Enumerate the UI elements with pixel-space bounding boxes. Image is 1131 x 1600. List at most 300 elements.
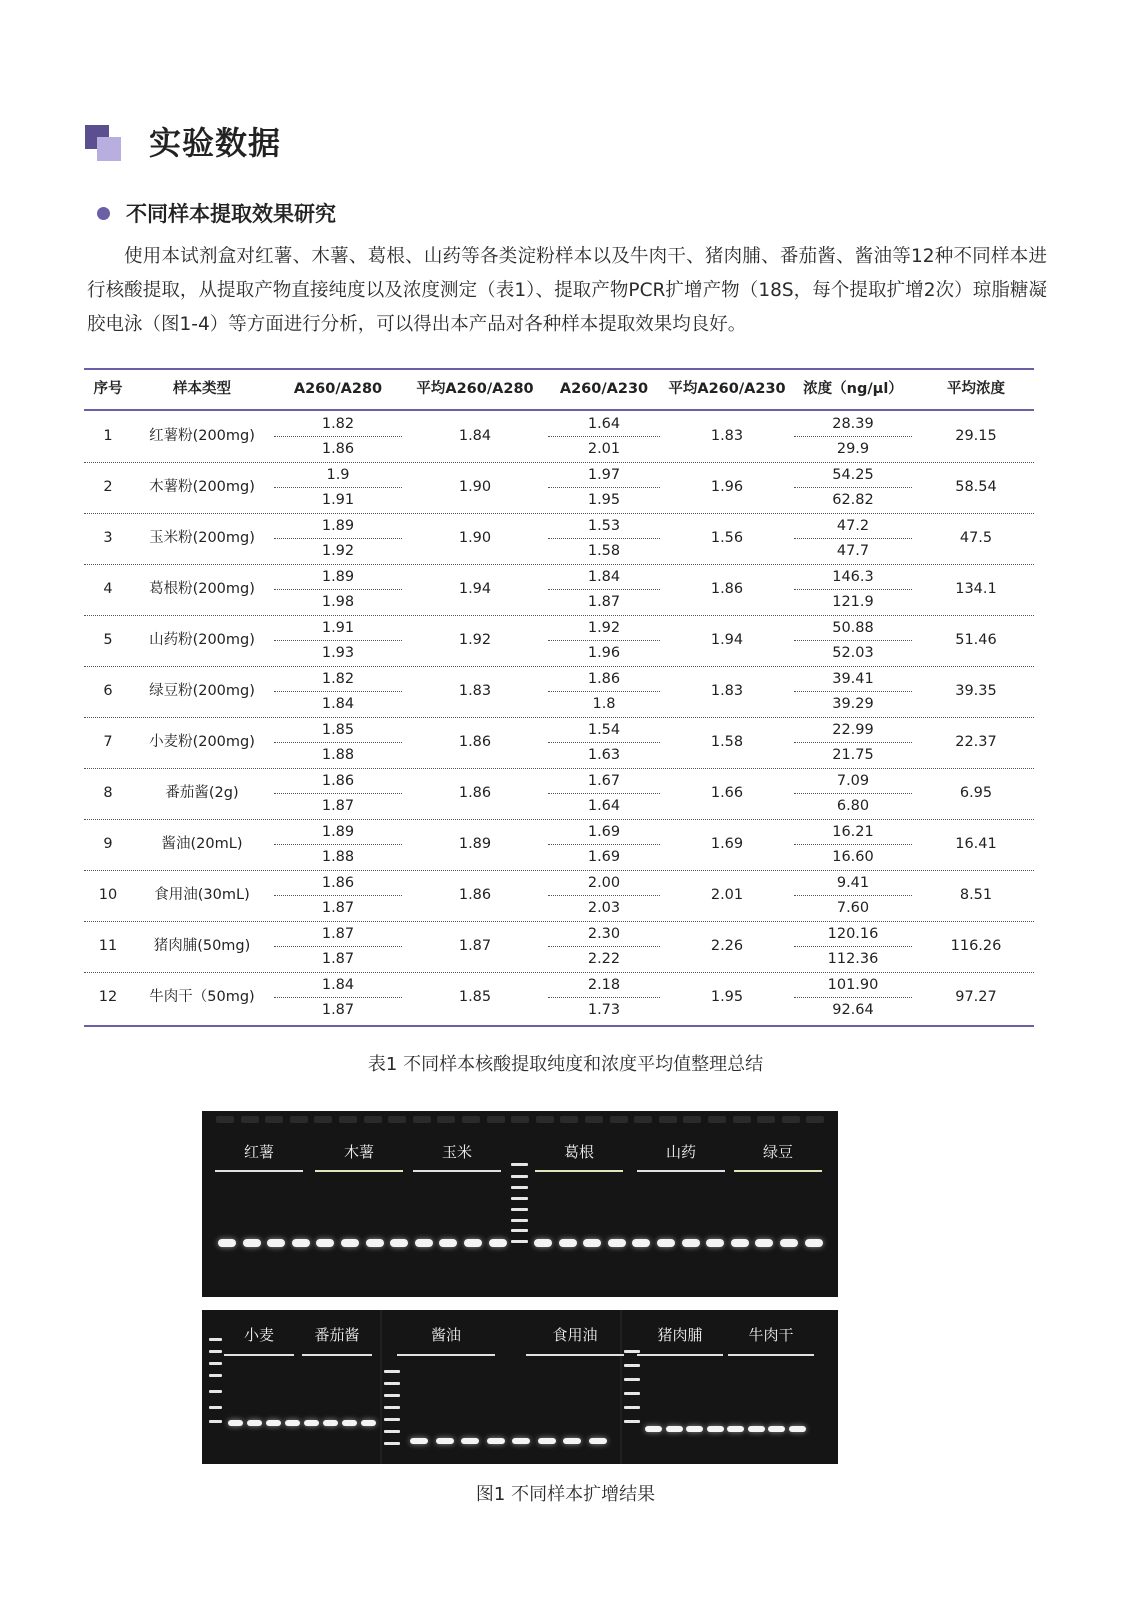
ladder-band: [624, 1378, 640, 1381]
a260-a280-value: 1.89: [321, 518, 355, 534]
gel-well: [290, 1116, 308, 1123]
gel-well: [364, 1116, 382, 1123]
concentration-value: 9.41: [836, 875, 870, 891]
replicate-divider: [274, 436, 402, 437]
table-row: [84, 666, 1034, 717]
dna-band: [228, 1420, 243, 1426]
table-header: [84, 370, 1034, 409]
gel-lane-label: 番茄酱: [314, 1326, 360, 1344]
gel-well: [511, 1116, 529, 1123]
concentration-value: 54.25: [832, 467, 874, 483]
replicate-divider: [548, 640, 660, 641]
replicate-divider: [548, 997, 660, 998]
row-number: 12: [98, 989, 118, 1005]
replicate-divider: [548, 538, 660, 539]
table-row: [84, 870, 1034, 921]
gel-label-underline: [413, 1170, 501, 1172]
ladder-band: [511, 1197, 528, 1200]
replicate-divider: [794, 997, 912, 998]
avg-a260-a280: 1.86: [458, 887, 492, 903]
avg-a260-a230: 1.83: [710, 683, 744, 699]
avg-a260-a280: 1.87: [458, 938, 492, 954]
gel-lane-label: 红薯: [243, 1143, 274, 1161]
avg-a260-a230: 1.96: [710, 479, 744, 495]
dna-band: [657, 1239, 675, 1247]
replicate-divider: [794, 844, 912, 845]
a260-a280-value: 1.93: [321, 645, 355, 661]
a260-a230-value: 1.73: [587, 1002, 621, 1018]
avg-a260-a280: 1.86: [458, 734, 492, 750]
gel-label-underline: [224, 1354, 294, 1356]
ladder-band: [384, 1430, 400, 1433]
replicate-divider: [794, 487, 912, 488]
gel-well: [265, 1116, 283, 1123]
a260-a280-value: 1.98: [321, 594, 355, 610]
avg-a260-a280: 1.94: [458, 581, 492, 597]
avg-a260-a280: 1.83: [458, 683, 492, 699]
a260-a230-value: 1.84: [587, 569, 621, 585]
a260-a280-value: 1.84: [321, 696, 355, 712]
avg-concentration: 8.51: [959, 887, 993, 903]
avg-concentration: 16.41: [955, 836, 997, 852]
table-header-cell: 平均A260/A230: [668, 381, 786, 397]
row-number: 10: [98, 887, 118, 903]
a260-a280-value: 1.85: [321, 722, 355, 738]
gel-well: [708, 1116, 726, 1123]
concentration-value: 28.39: [832, 416, 874, 432]
dna-band: [512, 1438, 530, 1444]
a260-a280-value: 1.91: [321, 620, 355, 636]
dna-band: [292, 1239, 310, 1247]
a260-a230-value: 1.92: [587, 620, 621, 636]
avg-concentration: 29.15: [955, 428, 997, 444]
ladder-band: [209, 1420, 222, 1423]
gel-label-underline: [637, 1354, 723, 1356]
ladder-band: [209, 1350, 222, 1353]
replicate-divider: [274, 793, 402, 794]
replicate-divider: [548, 844, 660, 845]
a260-a230-value: 1.95: [587, 492, 621, 508]
ladder-band: [209, 1362, 222, 1365]
dna-band: [789, 1426, 806, 1432]
dna-band: [410, 1438, 428, 1444]
row-number: 11: [98, 938, 118, 954]
subsection-title: 不同样本提取效果研究: [126, 202, 336, 226]
avg-a260-a230: 1.83: [710, 428, 744, 444]
avg-a260-a230: 2.01: [710, 887, 744, 903]
concentration-value: 101.90: [827, 977, 879, 993]
purple-squares-icon: [85, 125, 121, 161]
ladder-band: [624, 1392, 640, 1395]
dna-band: [323, 1420, 338, 1426]
replicate-divider: [794, 793, 912, 794]
ladder-band: [384, 1382, 400, 1385]
ladder-band: [511, 1175, 528, 1178]
ladder-band: [209, 1406, 222, 1409]
table-row: [84, 972, 1034, 1023]
dna-band: [304, 1420, 319, 1426]
replicate-divider: [274, 997, 402, 998]
table-row: [84, 615, 1034, 666]
a260-a280-value: 1.92: [321, 543, 355, 559]
dna-band: [218, 1239, 236, 1247]
concentration-value: 120.16: [827, 926, 879, 942]
a260-a280-value: 1.88: [321, 747, 355, 763]
concentration-value: 121.9: [832, 594, 874, 610]
a260-a280-value: 1.86: [321, 773, 355, 789]
gel-label-underline: [397, 1354, 495, 1356]
avg-a260-a280: 1.84: [458, 428, 492, 444]
row-number: 9: [103, 836, 113, 852]
row-number: 6: [103, 683, 113, 699]
sample-type: 葛根粉(200mg): [149, 581, 255, 597]
dna-band: [755, 1239, 773, 1247]
gel-lane-label: 绿豆: [762, 1143, 793, 1161]
avg-a260-a230: 1.58: [710, 734, 744, 750]
gel-label-underline: [302, 1354, 372, 1356]
table-header-cell: 浓度（ng/μl）: [803, 381, 903, 397]
sample-type: 酱油(20mL): [161, 836, 243, 852]
gel-well: [314, 1116, 332, 1123]
table-row: [84, 717, 1034, 768]
replicate-divider: [548, 895, 660, 896]
table-header-cell: A260/A280: [293, 381, 383, 397]
replicate-divider: [548, 487, 660, 488]
avg-a260-a280: 1.86: [458, 785, 492, 801]
a260-a280-value: 1.87: [321, 1002, 355, 1018]
dna-band: [731, 1239, 749, 1247]
row-number: 8: [103, 785, 113, 801]
dna-band: [464, 1239, 482, 1247]
dna-band: [583, 1239, 601, 1247]
sample-type: 玉米粉(200mg): [149, 530, 255, 546]
a260-a230-value: 2.30: [587, 926, 621, 942]
a260-a280-value: 1.89: [321, 824, 355, 840]
dna-band: [666, 1426, 683, 1432]
a260-a280-value: 1.84: [321, 977, 355, 993]
gel-label-underline: [315, 1170, 403, 1172]
concentration-value: 112.36: [827, 951, 879, 967]
gel-label-underline: [637, 1170, 725, 1172]
a260-a230-value: 1.96: [587, 645, 621, 661]
ladder-band: [511, 1240, 528, 1243]
dna-band: [489, 1239, 507, 1247]
table-row: [84, 564, 1034, 615]
avg-a260-a280: 1.85: [458, 989, 492, 1005]
a260-a230-value: 2.22: [587, 951, 621, 967]
table-bottom-rule: [84, 1025, 1034, 1027]
table-header-cell: 平均A260/A280: [416, 381, 534, 397]
a260-a280-value: 1.9: [326, 467, 350, 483]
dna-band: [243, 1239, 261, 1247]
a260-a280-value: 1.82: [321, 671, 355, 687]
gel-lane-label: 猪肉脯: [657, 1326, 703, 1344]
dna-band: [436, 1438, 454, 1444]
table-row: [84, 768, 1034, 819]
concentration-value: 21.75: [832, 747, 874, 763]
table-header-cell: 序号: [93, 381, 123, 397]
concentration-value: 7.09: [836, 773, 870, 789]
ladder-band: [209, 1374, 222, 1377]
a260-a280-value: 1.89: [321, 569, 355, 585]
avg-a260-a230: 2.26: [710, 938, 744, 954]
gel-label-underline: [215, 1170, 303, 1172]
table-row: [84, 921, 1034, 972]
avg-concentration: 58.54: [955, 479, 997, 495]
dna-band: [487, 1438, 505, 1444]
ladder-band: [511, 1186, 528, 1189]
avg-a260-a230: 1.86: [710, 581, 744, 597]
sample-type: 小麦粉(200mg): [149, 734, 255, 750]
bullet-icon: [97, 207, 110, 220]
gel-well: [241, 1116, 259, 1123]
avg-a260-a230: 1.95: [710, 989, 744, 1005]
gel-label-underline: [734, 1170, 822, 1172]
avg-a260-a230: 1.66: [710, 785, 744, 801]
a260-a230-value: 1.86: [587, 671, 621, 687]
a260-a230-value: 1.97: [587, 467, 621, 483]
concentration-value: 92.64: [832, 1002, 874, 1018]
dna-band: [390, 1239, 408, 1247]
figure-caption: 图1 不同样本扩增结果: [475, 1484, 656, 1505]
a260-a280-value: 1.88: [321, 849, 355, 865]
row-number: 4: [103, 581, 113, 597]
replicate-divider: [274, 844, 402, 845]
a260-a280-value: 1.91: [321, 492, 355, 508]
gel-image-top: [202, 1111, 838, 1297]
avg-concentration: 22.37: [955, 734, 997, 750]
dna-band: [342, 1420, 357, 1426]
avg-concentration: 116.26: [950, 938, 1002, 954]
table-row: [84, 819, 1034, 870]
a260-a230-value: 1.64: [587, 798, 621, 814]
avg-concentration: 39.35: [955, 683, 997, 699]
table-header-cell: A260/A230: [559, 381, 649, 397]
dna-band: [366, 1239, 384, 1247]
row-number: 7: [103, 734, 113, 750]
replicate-divider: [274, 640, 402, 641]
gel-well: [437, 1116, 455, 1123]
concentration-value: 39.41: [832, 671, 874, 687]
gel-well: [782, 1116, 800, 1123]
a260-a230-value: 1.64: [587, 416, 621, 432]
table-header-cell: 样本类型: [173, 381, 231, 397]
replicate-divider: [794, 742, 912, 743]
replicate-divider: [274, 589, 402, 590]
concentration-value: 50.88: [832, 620, 874, 636]
gel-panel-divider: [380, 1310, 382, 1464]
avg-a260-a230: 1.56: [710, 530, 744, 546]
ladder-band: [384, 1442, 400, 1445]
gel-well: [806, 1116, 824, 1123]
a260-a280-value: 1.86: [321, 441, 355, 457]
gel-well: [536, 1116, 554, 1123]
gel-well: [585, 1116, 603, 1123]
dna-band: [632, 1239, 650, 1247]
dna-band: [706, 1239, 724, 1247]
concentration-value: 47.2: [836, 518, 870, 534]
table-row: [84, 462, 1034, 513]
replicate-divider: [548, 742, 660, 743]
row-number: 5: [103, 632, 113, 648]
a260-a280-value: 1.87: [321, 900, 355, 916]
avg-concentration: 97.27: [955, 989, 997, 1005]
ladder-band: [511, 1208, 528, 1211]
a260-a230-value: 1.69: [587, 849, 621, 865]
avg-a260-a280: 1.89: [458, 836, 492, 852]
concentration-value: 16.60: [832, 849, 874, 865]
a260-a230-value: 1.67: [587, 773, 621, 789]
gel-lane-label: 小麦: [243, 1326, 274, 1344]
ladder-band: [624, 1420, 640, 1423]
avg-a260-a280: 1.92: [458, 632, 492, 648]
table-header-cell: 平均浓度: [947, 381, 1005, 397]
a260-a230-value: 2.00: [587, 875, 621, 891]
ladder-band: [624, 1406, 640, 1409]
replicate-divider: [548, 946, 660, 947]
dna-band: [538, 1438, 556, 1444]
dna-band: [267, 1239, 285, 1247]
avg-a260-a280: 1.90: [458, 530, 492, 546]
concentration-value: 22.99: [832, 722, 874, 738]
dna-band: [559, 1239, 577, 1247]
concentration-value: 6.80: [836, 798, 870, 814]
gel-lane-label: 葛根: [563, 1143, 594, 1161]
gel-label-underline: [526, 1354, 624, 1356]
gel-lane-label: 木薯: [343, 1143, 374, 1161]
concentration-value: 62.82: [832, 492, 874, 508]
replicate-divider: [274, 946, 402, 947]
a260-a230-value: 2.18: [587, 977, 621, 993]
a260-a230-value: 1.63: [587, 747, 621, 763]
gel-well: [757, 1116, 775, 1123]
concentration-value: 39.29: [832, 696, 874, 712]
replicate-divider: [274, 691, 402, 692]
gel-well: [659, 1116, 677, 1123]
dna-band: [361, 1420, 376, 1426]
dna-band: [727, 1426, 744, 1432]
a260-a280-value: 1.87: [321, 951, 355, 967]
dna-band: [316, 1239, 334, 1247]
concentration-value: 7.60: [836, 900, 870, 916]
section-title: 实验数据: [149, 124, 282, 162]
avg-a260-a230: 1.69: [710, 836, 744, 852]
sample-type: 山药粉(200mg): [149, 632, 255, 648]
row-number: 2: [103, 479, 113, 495]
ladder-band: [384, 1370, 400, 1373]
ladder-band: [209, 1338, 222, 1341]
sample-type: 番茄酱(2g): [165, 785, 239, 801]
a260-a230-value: 1.54: [587, 722, 621, 738]
replicate-divider: [274, 538, 402, 539]
ladder-band: [511, 1163, 528, 1166]
light-square: [97, 137, 121, 161]
table-caption: 表1 不同样本核酸提取纯度和浓度平均值整理总结: [367, 1054, 764, 1075]
concentration-value: 146.3: [832, 569, 874, 585]
intro-paragraph: 使用本试剂盒对红薯、木薯、葛根、山药等各类淀粉样本以及牛肉干、猪肉脯、番茄酱、酱油等12种不同样本进行核酸提取，从提取产物直接纯度以及浓度测定（表1）、提取产物PCR扩增产物（18S，每个提取扩增2次）琼脂糖凝胶电泳（图1-4）等方面进行分析，可以得出本产品对各种样本提取效果均良好。: [87, 246, 1047, 335]
sample-type: 猪肉脯(50mg): [153, 938, 251, 954]
table-row: [84, 411, 1034, 462]
dna-band: [805, 1239, 823, 1247]
avg-concentration: 6.95: [959, 785, 993, 801]
gel-well: [462, 1116, 480, 1123]
gel-well: [216, 1116, 234, 1123]
replicate-divider: [548, 589, 660, 590]
replicate-divider: [274, 487, 402, 488]
gel-lane-label: 酱油: [430, 1326, 461, 1344]
ladder-band: [624, 1364, 640, 1367]
a260-a230-value: 1.8: [592, 696, 616, 712]
gel-label-underline: [728, 1354, 814, 1356]
a260-a280-value: 1.87: [321, 926, 355, 942]
sample-type: 牛肉干（50mg): [149, 989, 255, 1005]
ladder-band: [511, 1229, 528, 1232]
a260-a230-value: 1.87: [587, 594, 621, 610]
replicate-divider: [794, 946, 912, 947]
gel-well: [560, 1116, 578, 1123]
dna-band: [768, 1426, 785, 1432]
avg-concentration: 47.5: [959, 530, 993, 546]
gel-well: [413, 1116, 431, 1123]
gel-label-underline: [535, 1170, 623, 1172]
replicate-divider: [548, 436, 660, 437]
ladder-band: [384, 1406, 400, 1409]
concentration-value: 16.21: [832, 824, 874, 840]
ladder-band: [384, 1394, 400, 1397]
replicate-divider: [794, 640, 912, 641]
avg-a260-a230: 1.94: [710, 632, 744, 648]
dna-band: [707, 1426, 724, 1432]
a260-a230-value: 2.01: [587, 441, 621, 457]
dna-band: [645, 1426, 662, 1432]
replicate-divider: [794, 691, 912, 692]
a260-a230-value: 1.69: [587, 824, 621, 840]
replicate-divider: [794, 436, 912, 437]
replicate-divider: [794, 538, 912, 539]
replicate-divider: [794, 895, 912, 896]
gel-well: [610, 1116, 628, 1123]
dna-band: [563, 1438, 581, 1444]
gel-well: [733, 1116, 751, 1123]
table-row: [84, 513, 1034, 564]
dna-band: [266, 1420, 281, 1426]
gel-lane-label: 山药: [665, 1143, 696, 1161]
replicate-divider: [548, 691, 660, 692]
ladder-band: [511, 1219, 528, 1222]
gel-well: [339, 1116, 357, 1123]
dna-band: [439, 1239, 457, 1247]
gel-well: [487, 1116, 505, 1123]
a260-a280-value: 1.82: [321, 416, 355, 432]
avg-concentration: 51.46: [955, 632, 997, 648]
sample-type: 红薯粉(200mg): [149, 428, 255, 444]
sample-type: 食用油(30mL): [154, 887, 250, 903]
avg-a260-a280: 1.90: [458, 479, 492, 495]
dna-band: [682, 1239, 700, 1247]
ladder-band: [384, 1418, 400, 1421]
dna-band: [589, 1438, 607, 1444]
dna-band: [748, 1426, 765, 1432]
dna-band: [534, 1239, 552, 1247]
a260-a230-value: 1.58: [587, 543, 621, 559]
dna-band: [341, 1239, 359, 1247]
ladder-band: [209, 1390, 222, 1393]
gel-lane-label: 食用油: [552, 1326, 598, 1344]
gel-well: [388, 1116, 406, 1123]
replicate-divider: [548, 793, 660, 794]
dna-band: [461, 1438, 479, 1444]
dna-band: [247, 1420, 262, 1426]
